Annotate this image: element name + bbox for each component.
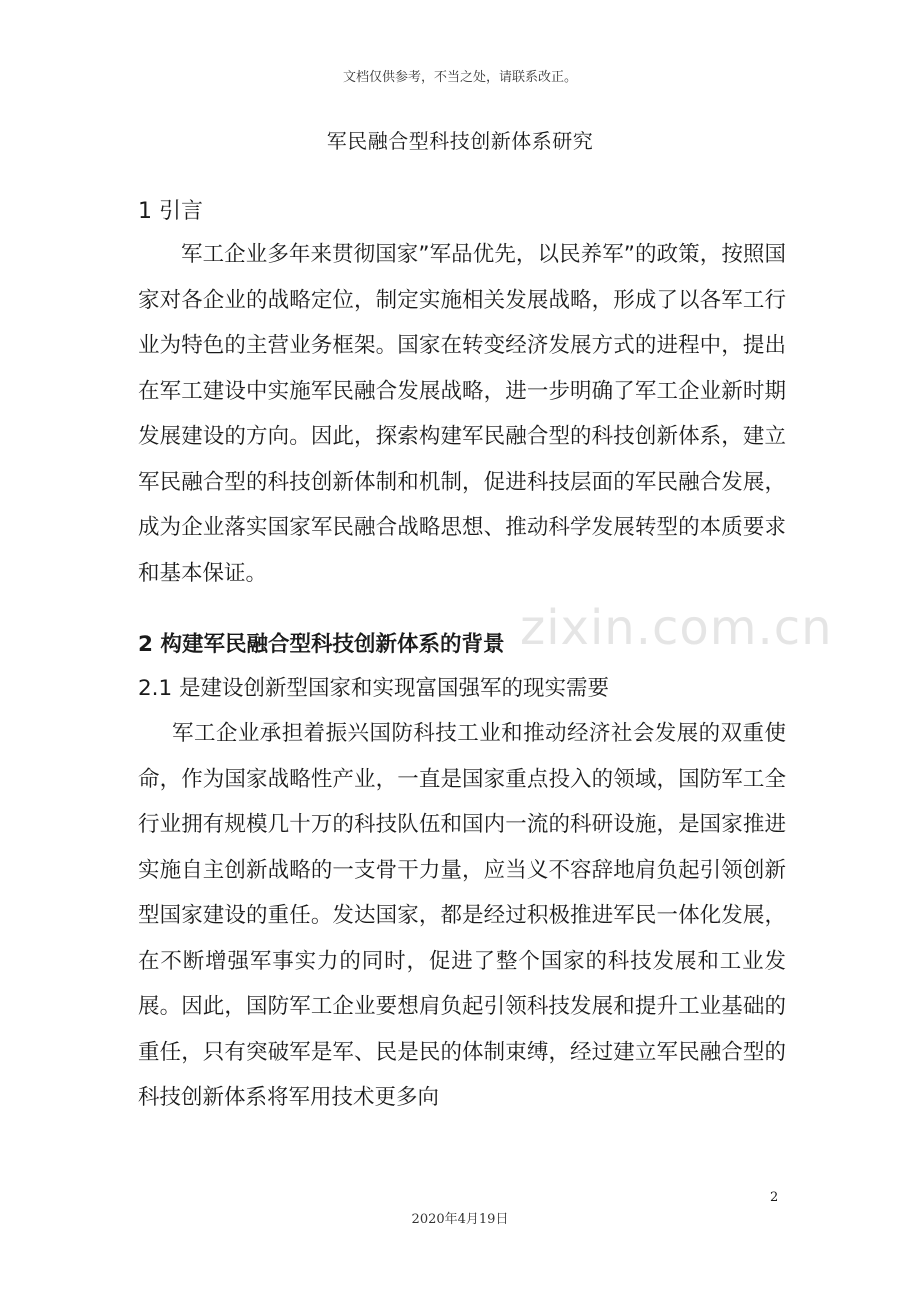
header-note: 文档仅供参考，不当之处，请联系改正。 — [342, 70, 577, 85]
section-2-heading: 2 构建军民融合型科技创新体系的背景 — [138, 632, 505, 657]
section-1-heading: 1 引言 — [138, 199, 203, 224]
section-introduction — [138, 192, 786, 596]
page-number: 2 — [770, 1190, 779, 1205]
section-2-1-heading: 2.1 是建设创新型国家和实现富国强军的现实需要 — [138, 676, 610, 701]
section-2-1-paragraph: 军工企业承担着振兴国防科技工业和推动经济社会发展的双重使命，作为国家战略性产业，一直是国家重点投入的领域，国防军工全行业拥有规模几十万的科技队伍和国内一流的科研设施，是国家推进实施自主创新战略的一支骨干力量，应当义不容辞地肩负起引领创新型国家建设的重任。发达国家，都是经过积极推进军民一体化发展，在不断增强军事实力的同时，促进了整个国家的科技发展和工业发展。因此，国防军工企业要想肩负起引领科技发展和提升工业基础的重任，只有突破军是军、民是民的体制束缚，经过建立军民融合型的科技创新体系将军用技术更多向 — [138, 721, 786, 1110]
document-title: 军民融合型科技创新体系研究 — [326, 129, 594, 153]
footer-date: 2020年4月19日 — [411, 1212, 509, 1227]
watermark: zixin.com.cn — [520, 600, 833, 656]
section-background — [138, 623, 786, 1121]
section-1-paragraph: 军工企业多年来贯彻国家”军品优先，以民养军”的政策，按照国家对各企业的战略定位，制定实施相关发展战略，形成了以各军工行业为特色的主营业务框架。国家在转变经济发展方式的进程中，提出在军工建设中实施军民融合发展战略，进一步明确了军工企业新时期发展建设的方向。因此，探索构建军民融合型的科技创新体系，建立军民融合型的科技创新体制和机制，促进科技层面的军民融合发展，成为企业落实国家军民融合战略思想、推动科学发展转型的本质要求和基本保证。 — [138, 242, 786, 586]
